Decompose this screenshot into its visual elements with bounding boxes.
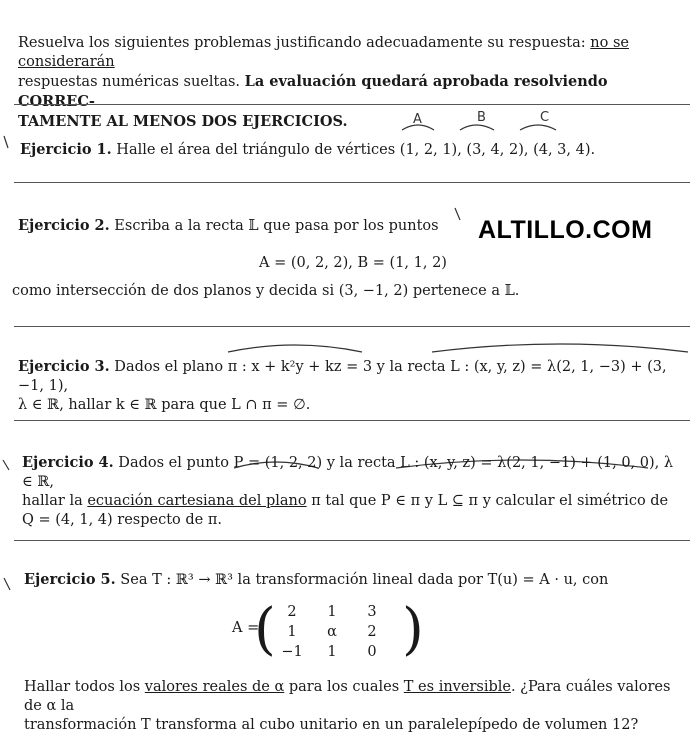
matrix-row (272, 622, 392, 642)
exercise-1-text: Halle el área del triángulo de vértices (1, 2, 1), (3, 4, 2), (4, 3, 4). (111, 142, 596, 158)
exercise-3-text-2: λ ∈ ℝ, hallar k ∈ ℝ para que L ∩ π = ∅. (18, 397, 311, 413)
exercise-4-underlined: ecuación cartesiana del plano (87, 493, 307, 509)
handwritten-c: C (540, 110, 550, 125)
matrix-cell: 1 (327, 644, 337, 660)
exercise-2-label: Ejercicio 2. (18, 217, 110, 234)
matrix-cell: 2 (367, 624, 377, 640)
exercise-5-text: Sea T : ℝ³ → ℝ³ la transformación lineal dada por T(u) = A · u, con (115, 572, 609, 588)
exercise-5-text-2a: Hallar todos los (24, 679, 145, 695)
intro-line-2: respuestas numéricas sueltas. (18, 74, 245, 90)
matrix-table (272, 602, 392, 662)
exercise-5 (24, 570, 688, 590)
matrix-cell: 3 (367, 604, 377, 620)
exercise-4 (22, 453, 688, 530)
exercise-5-text-3: transformación T transforma al cubo unitario en un paralelepípedo de volumen 12? (24, 717, 639, 733)
right-bracket: ) (402, 597, 424, 662)
matrix-cell: 1 (287, 624, 297, 640)
matrix-a (232, 597, 432, 664)
exercise-3 (18, 357, 688, 415)
exercise-5-text-2c: . ¿Para cuáles valores de α la (24, 679, 671, 714)
exercise-5-underlined-1: valores reales de α (144, 679, 285, 695)
exercise-4-text-2a: hallar la (22, 493, 88, 509)
matrix-cell: −1 (281, 644, 303, 660)
exercise-5-text-2b: para los cuales (284, 679, 404, 695)
matrix-row (272, 642, 392, 662)
divider (14, 540, 690, 541)
matrix-cell: 0 (367, 644, 377, 660)
handwritten-b: B (477, 110, 486, 125)
matrix-cell: α (327, 624, 337, 640)
exercise-1-label: Ejercicio 1. (20, 141, 112, 158)
intro-bold-2: TAMENTE AL MENOS DOS EJERCICIOS. (18, 113, 348, 130)
matrix-cell: 2 (287, 604, 297, 620)
exercise-2-text-2: como intersección de dos planos y decida si (3, −1, 2) pertenece a 𝕃. (12, 283, 520, 299)
exercise-4-text-3: Q = (4, 1, 4) respecto de π. (22, 512, 223, 528)
exercise-3-label: Ejercicio 3. (18, 358, 110, 375)
intro-underlined: no se considerarán (18, 35, 629, 70)
matrix-cell: 1 (327, 604, 337, 620)
exercise-5-label: Ejercicio 5. (24, 571, 116, 588)
matrix-label: A = (232, 620, 260, 636)
divider (14, 182, 690, 183)
intro-line-1: Resuelva los siguientes problemas justificando adecuadamente su respuesta: (18, 35, 591, 51)
exercise-5-questions (24, 678, 688, 735)
exercise-4-text: Dados el punto P = (1, 2, 2) y la recta L : (x, y, z) = λ(2, 1, −1) + (1, 0, 0), λ ∈ ℝ, (22, 455, 674, 490)
exercise-2-text: Escriba a la recta 𝕃 que pasa por los puntos (109, 218, 439, 234)
exercise-1 (20, 140, 688, 160)
left-bracket: ( (254, 597, 276, 662)
exercise-3-text: Dados el plano π : x + k²y + kz = 3 y la recta L : (x, y, z) = λ(2, 1, −3) + (3, −1, 1), (18, 359, 667, 394)
exercise-2-points: A = (0, 2, 2), B = (1, 1, 2) (259, 255, 447, 271)
exercise-4-label: Ejercicio 4. (22, 454, 114, 471)
exercise-5-underlined-2: T es inversible (403, 679, 511, 695)
intro-bold-1: La evaluación quedará aprobada resolviendo CORREC- (18, 73, 608, 110)
handwritten-a: A (413, 112, 422, 127)
watermark: ALTILLO.COM (478, 216, 653, 244)
exercise-4-text-2b: π tal que P ∈ π y L ⊆ π y calcular el simétrico de (306, 493, 669, 509)
divider (14, 420, 690, 421)
divider (14, 326, 690, 327)
matrix-row (272, 602, 392, 622)
